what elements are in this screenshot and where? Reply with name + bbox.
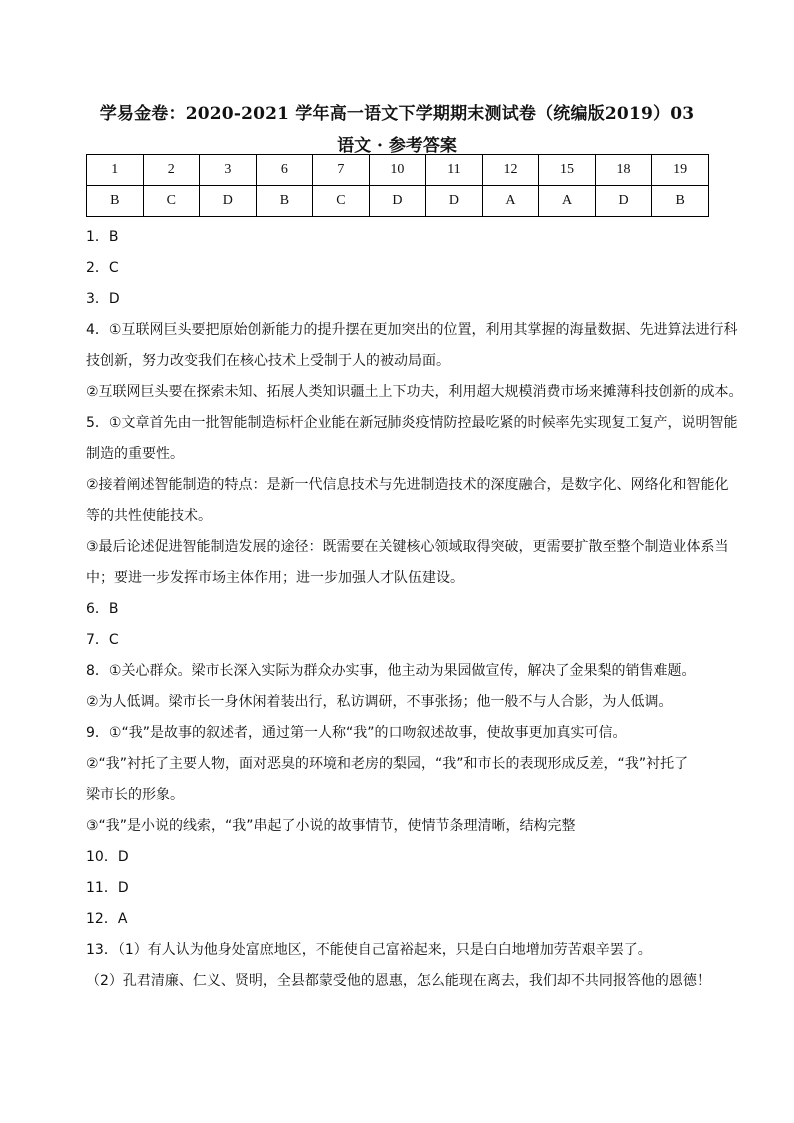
question-number-cell: 15 [539,155,596,186]
answer-line: 技创新，努力改变我们在核心技术上受制于人的被动局面。 [86,353,450,369]
answer-line: 3．D [86,291,120,307]
answer-line: ②为人低调。梁市长一身休闲着装出行，私访调研，不事张扬；他一般不与人合影，为人低调。 [86,694,673,710]
answer-line: 13．（1）有人认为他身处富庶地区，不能使自己富裕起来，只是白白地增加劳苦艰辛罢了。 [86,942,652,958]
answer-line: 9．①“我”是故事的叙述者，通过第一人称“我”的口吻叙述故事，使故事更加真实可信。 [86,725,627,741]
question-number-cell: 3 [200,155,257,186]
answer-line: 制造的重要性。 [86,446,184,462]
answer-cell: A [539,186,596,217]
answer-cell: D [595,186,652,217]
answer-row [87,186,709,217]
answer-line: 11．D [86,880,129,896]
answer-line: 10．D [86,849,129,865]
question-number-cell: 10 [369,155,426,186]
answer-line: 2．C [86,260,119,276]
question-number-row [87,155,709,186]
answer-line: 6．B [86,601,119,617]
question-number-cell: 6 [256,155,313,186]
question-number-cell: 7 [313,155,370,186]
answer-line: 1．B [86,229,119,245]
answer-cell: D [369,186,426,217]
question-number-cell: 11 [426,155,483,186]
answer-line: ②“我”衬托了主要人物，面对恶臭的环境和老房的梨园，“我”和市长的表现形成反差，“我”衬托了 [86,756,689,772]
answer-line: 5．①文章首先由一批智能制造标杆企业能在新冠肺炎疫情防控最吃紧的时候率先实现复工复产，说明智能 [86,415,738,431]
answer-line: 12．A [86,911,128,927]
answer-cell: C [143,186,200,217]
answer-line: ②接着阐述智能制造的特点：是新一代信息技术与先进制造技术的深度融合，是数字化、网络化和智能化 [86,477,729,493]
answer-line: 4．①互联网巨头要把原始创新能力的提升摆在更加突出的位置，利用其掌握的海量数据、先进算法进行科 [86,322,738,338]
page-title: 学易金卷：2020-2021 学年高一语文下学期期末测试卷（统编版2019）03 [99,104,695,124]
answer-line: （2）孔君清廉、仁义、贤明，全县都蒙受他的恩惠，怎么能现在离去，我们却不共同报答他的恩德！ [86,973,711,989]
question-number-cell: 12 [482,155,539,186]
page-subtitle: 语文 · 参考答案 [337,136,457,156]
question-number-cell: 1 [87,155,144,186]
answer-line: ②互联网巨头要在探索未知、拓展人类知识疆土上下功夫，利用超大规模消费市场来摊薄科技创新的成本。 [86,384,743,400]
answer-line: 等的共性使能技术。 [86,508,212,524]
answer-cell: D [426,186,483,217]
answer-line: 7．C [86,632,119,648]
answer-line: ③最后论述促进智能制造发展的途径：既需要在关键核心领域取得突破，更需要扩散至整个制造业体系当 [86,539,729,555]
answer-cell: B [87,186,144,217]
question-number-cell: 2 [143,155,200,186]
answer-body [86,224,743,999]
answer-table [86,154,709,217]
answer-cell: B [652,186,709,217]
answer-cell: C [313,186,370,217]
answer-line: ③“我”是小说的线索，“我”串起了小说的故事情节，使情节条理清晰，结构完整 [86,818,576,834]
answer-line: 梁市长的形象。 [86,787,184,803]
question-number-cell: 19 [652,155,709,186]
answer-line: 8．①关心群众。梁市长深入实际为群众办实事，他主动为果园做宣传，解决了金果梨的销售难题。 [86,663,696,679]
question-number-cell: 18 [595,155,652,186]
answer-cell: A [482,186,539,217]
answer-line: 中；要进一步发挥市场主体作用；进一步加强人才队伍建设。 [86,570,464,586]
answer-cell: D [200,186,257,217]
answer-cell: B [256,186,313,217]
